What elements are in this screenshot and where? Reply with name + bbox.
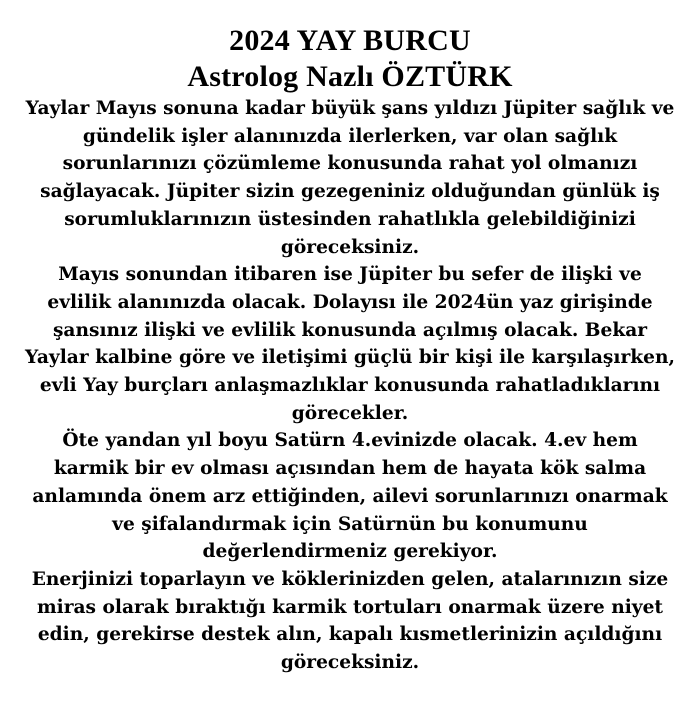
body-line: Mayıs sonundan itibaren ise Jüpiter bu sefer de ilişki ve (58, 264, 642, 286)
body-line: ve şifalandırmak için Satürnün bu konumunu (112, 513, 588, 535)
body-line: evli Yay burçları anlaşmazlıklar konusunda rahatladıklarını (39, 375, 661, 397)
body-line: miras olarak bıraktığı karmik tortuları onarmak üzere niyet (36, 596, 664, 618)
document-title: 2024 YAY BURCU (229, 24, 471, 57)
body-line: göreceksiniz. (280, 236, 420, 258)
document-author: Astrolog Nazlı ÖZTÜRK (187, 60, 513, 93)
body-line: görecekler. (291, 402, 409, 424)
body-line: sağlayacak. Jüpiter sizin gezegeniniz olduğundan günlük iş (40, 181, 660, 203)
body-line: sorumluklarınızın üstesinden rahatlıkla gelebildiğinizi (64, 208, 636, 230)
body-line: evlilik alanınızda olacak. Dolayısı ile 2024ün yaz girişinde (47, 291, 653, 313)
body-line: şansınız ilişki ve evlilik konusunda açılmış olacak. Bekar (52, 319, 648, 341)
body-line: anlamında önem arz ettiğinden, ailevi sorunlarınızı onarmak (32, 485, 668, 507)
body-line: sorunlarınızı çözümleme konusunda rahat yol olmanızı (62, 153, 638, 175)
body-line: gündelik işler alanınızda ilerlerken, var olan sağlık (82, 125, 618, 147)
body-line: göreceksiniz. (280, 652, 420, 674)
body-line: Yaylar Mayıs sonuna kadar büyük şans yıldızı Jüpiter sağlık ve (25, 98, 675, 119)
body-line: edin, gerekirse destek alın, kapalı kısmetlerinizin açıldığını (37, 624, 663, 646)
body-line: Enerjinizi toparlayın ve köklerinizden gelen, atalarınızın size (31, 568, 669, 590)
body-line: karmik bir ev olması açısından hem de hayata kök salma (53, 458, 647, 480)
document-body (0, 95, 700, 677)
body-line: Öte yandan yıl boyu Satürn 4.evinizde olacak. 4.ev hem (62, 430, 638, 452)
body-line: değerlendirmeniz gerekiyor. (202, 541, 498, 563)
body-line: Yaylar kalbine göre ve iletişimi güçlü bir kişi ile karşılaşırken, (25, 347, 675, 369)
